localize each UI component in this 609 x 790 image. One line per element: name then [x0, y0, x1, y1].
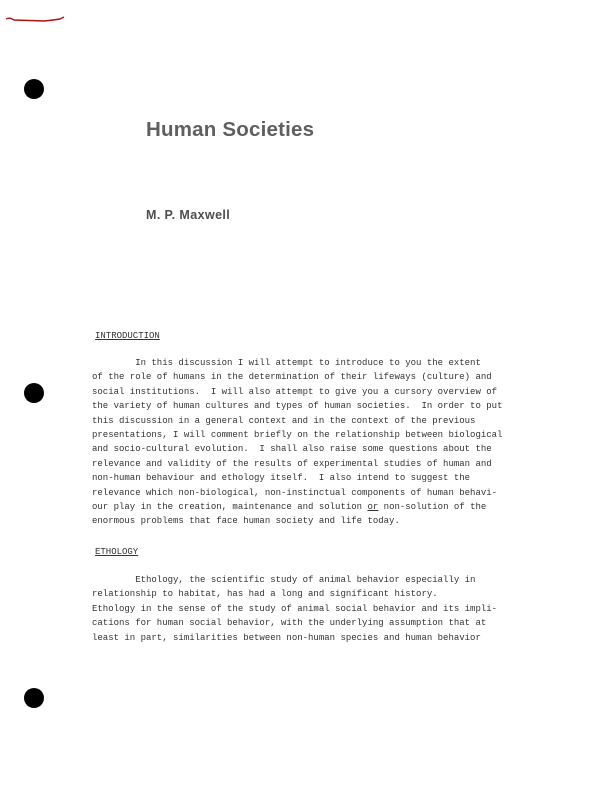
paragraph-line: cations for human social behavior, with the underlying assumption that at — [92, 618, 487, 629]
paragraph-line: presentations, I will comment briefly on the relationship between biological — [92, 429, 503, 440]
punch-hole-bottom — [24, 688, 44, 708]
paragraph-line: least in part, similarities between non-human species and human behavior — [92, 632, 481, 643]
paragraph-line: Ethology in the sense of the study of animal social behavior and its impli- — [92, 603, 498, 614]
line-text: non-solution of the — [378, 501, 487, 512]
punch-hole-middle — [24, 383, 44, 403]
paragraph-line: and socio-cultural evolution. I shall also raise some questions about the — [92, 444, 492, 455]
paragraph-line — [92, 500, 502, 514]
paragraph-line: non-human behaviour and ethology itself. I also intend to suggest the — [92, 473, 471, 484]
paragraph-line: social institutions. I will also attempt to give you a cursory overview of — [92, 386, 498, 397]
section-heading-introduction: INTRODUCTION — [95, 331, 160, 341]
paragraph-line: of the role of humans in the determination of their lifeways (culture) and — [92, 372, 492, 383]
paragraph-line: this discussion in a general context and in the context of the previous — [92, 415, 476, 426]
introduction-paragraph — [92, 356, 502, 529]
underlined-word: or — [367, 501, 379, 512]
paragraph-line: relationship to habitat, has had a long and significant history. — [92, 589, 438, 600]
corner-pen-mark — [4, 12, 66, 26]
paragraph-line: Ethology, the scientific study of animal behavior especially in — [92, 575, 476, 585]
paragraph-line: relevance and validity of the results of experimental studies of human and — [92, 458, 492, 469]
paragraph-line: enormous problems that face human society and life today. — [92, 516, 400, 527]
paragraph-line: the variety of human cultures and types of human societies. In order to put — [92, 401, 503, 412]
document-title: Human Societies — [146, 118, 315, 141]
punch-hole-top — [24, 79, 44, 99]
line-text: our play in the creation, maintenance and solution — [92, 501, 368, 512]
document-author: M. P. Maxwell — [146, 208, 231, 222]
ethology-paragraph — [92, 573, 497, 645]
paragraph-line: relevance which non-biological, non-instinctual components of human behavi- — [92, 487, 498, 498]
paragraph-line: In this discussion I will attempt to introduce to you the extent — [92, 358, 481, 368]
section-heading-ethology: ETHOLOGY — [95, 547, 139, 557]
